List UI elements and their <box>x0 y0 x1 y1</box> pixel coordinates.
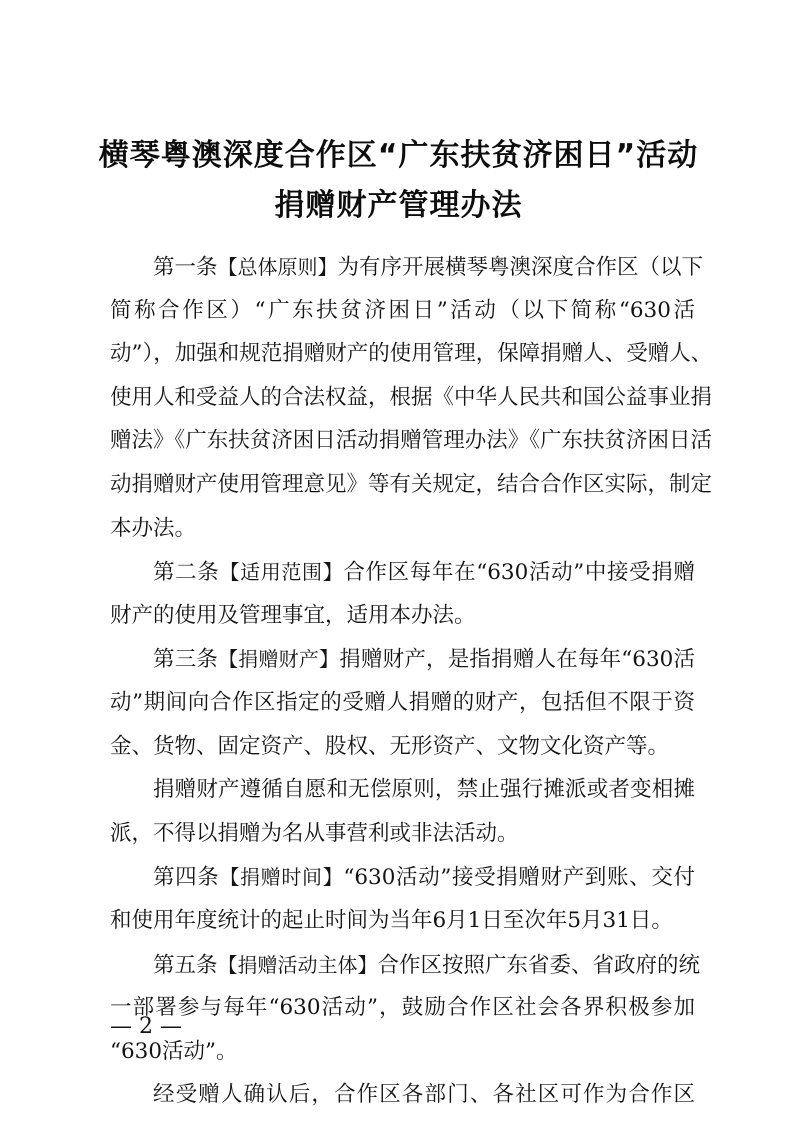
article-2-line-1 <box>153 557 695 588</box>
article-3-line-3: 金、货物、固定资产、股权、无形资产、文物文化资产等。 <box>110 734 670 759</box>
article-1-line-6: 动捐赠财产使用管理意见》等有关规定，结合合作区实际，制定 <box>110 472 713 497</box>
article-5-number: 第五条 <box>153 953 218 978</box>
article-4-number: 第四条 <box>153 865 220 890</box>
article-5-line-1 <box>153 950 701 981</box>
page-number: — 2 — <box>110 1014 182 1039</box>
article-5-para-2-line-1: 经受赠人确认后，合作区各部门、各社区可作为合作区 <box>153 1082 695 1107</box>
article-2-line-2: 财产的使用及管理事宜，适用本办法。 <box>110 603 476 628</box>
document-title-line-2: 捐赠财产管理办法 <box>274 188 523 223</box>
article-1-line-4: 使用人和受益人的合法权益，根据《中华人民共和国公益事业捐 <box>110 385 713 410</box>
article-3-line-2: 动”期间向合作区指定的受赠人捐赠的财产，包括但不限于资 <box>110 690 695 715</box>
article-1-line-2: 简称合作区）“广东扶贫济困日”活动（以下简称“630活 <box>110 298 695 323</box>
article-4-line-1 <box>153 862 695 893</box>
article-1-label: 【总体原则】 <box>217 255 338 279</box>
article-4-label: 【捐赠时间】 <box>219 865 344 889</box>
article-4-text-1: “630活动”接受捐赠财产到账、交付 <box>343 865 695 890</box>
article-5-line-2: 一部署参与每年“630活动”，鼓励合作区社会各界积极参加 <box>110 995 695 1020</box>
article-2-text-1: 合作区每年在“630活动”中接受捐赠 <box>343 560 695 585</box>
article-5-line-3: “630活动”。 <box>110 1039 238 1064</box>
article-5-label: 【捐赠活动主体】 <box>217 953 378 977</box>
article-1-text-1: 为有序开展横琴粤澳深度合作区（以下 <box>337 255 704 280</box>
article-3-para-2-line-1: 捐赠财产遵循自愿和无偿原则，禁止强行摊派或者变相摊 <box>153 777 695 802</box>
article-4-line-2: 和使用年度统计的起止时间为当年6月1日至次年5月31日。 <box>110 908 673 933</box>
article-5-text-1: 合作区按照广东省委、省政府的统 <box>377 953 701 978</box>
article-2-number: 第二条 <box>153 560 220 585</box>
article-1-line-1 <box>153 252 704 283</box>
article-1-line-7: 本办法。 <box>110 516 197 541</box>
article-3-label: 【捐赠财产】 <box>218 647 340 671</box>
article-1-line-5: 赠法》《广东扶贫济困日活动捐赠管理办法》《广东扶贫济困日活 <box>110 428 713 453</box>
article-1-line-3: 动”），加强和规范捐赠财产的使用管理，保障捐赠人、受赠人、 <box>110 341 713 366</box>
article-3-text-1: 捐赠财产，是指捐赠人在每年“630活 <box>339 647 696 672</box>
article-3-number: 第三条 <box>153 647 219 672</box>
document-title-line-1: 横琴粤澳深度合作区“广东扶贫济困日”活动 <box>98 138 699 173</box>
article-3-para-2-line-2: 派，不得以捐赠为名从事营利或非法活动。 <box>110 821 519 846</box>
article-3-line-1 <box>153 644 695 675</box>
article-1-number: 第一条 <box>153 255 218 280</box>
article-2-label: 【适用范围】 <box>219 560 344 584</box>
